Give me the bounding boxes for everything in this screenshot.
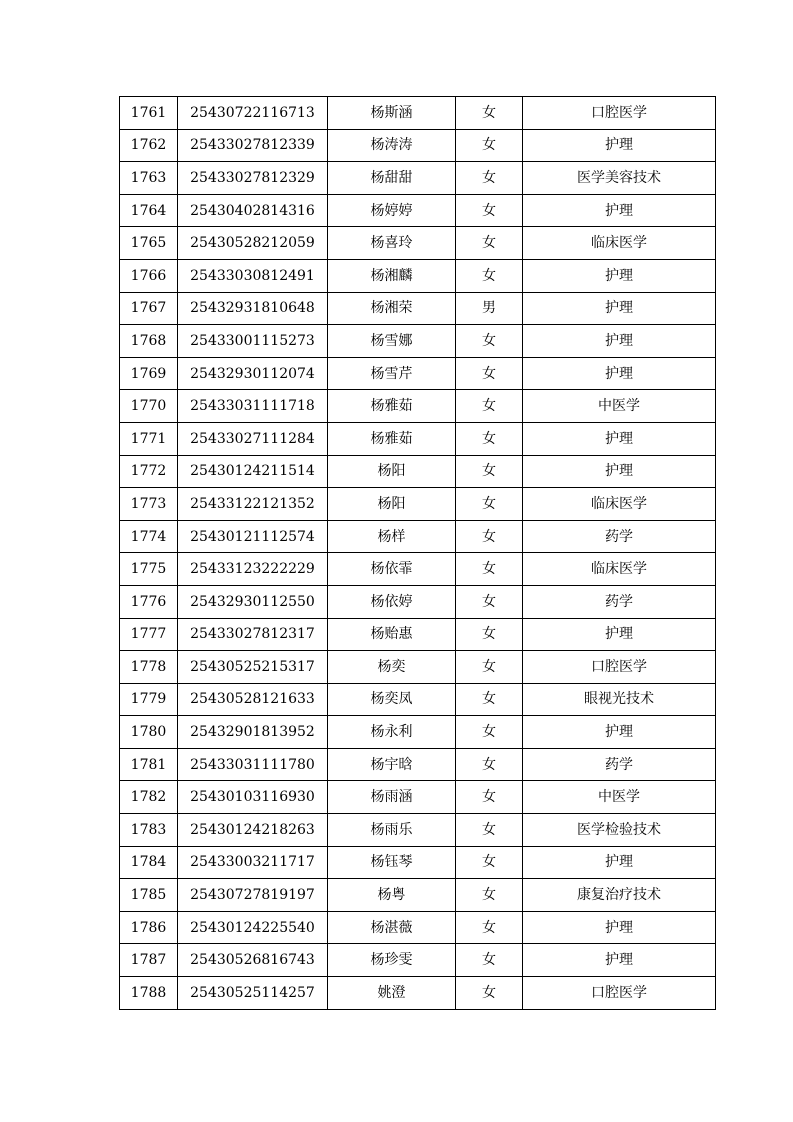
major-cell: 护理	[523, 618, 716, 651]
row-number-cell: 1782	[120, 781, 178, 814]
gender-cell: 女	[456, 846, 523, 879]
student-name-cell: 杨婷婷	[328, 194, 456, 227]
table-row	[120, 325, 716, 358]
major-cell: 临床医学	[523, 553, 716, 586]
table-row	[120, 390, 716, 423]
table-row	[120, 585, 716, 618]
table-row	[120, 357, 716, 390]
student-name-cell: 杨奕	[328, 651, 456, 684]
candidate-id-cell: 25430525215317	[178, 651, 328, 684]
student-name-cell: 杨雪娜	[328, 325, 456, 358]
row-number-cell: 1787	[120, 944, 178, 977]
major-cell: 口腔医学	[523, 97, 716, 130]
gender-cell: 女	[456, 194, 523, 227]
candidate-id-cell: 25432930112074	[178, 357, 328, 390]
row-number-cell: 1785	[120, 879, 178, 912]
table-row	[120, 97, 716, 130]
gender-cell: 女	[456, 977, 523, 1010]
student-name-cell: 杨湘麟	[328, 259, 456, 292]
student-name-cell: 姚澄	[328, 977, 456, 1010]
student-name-cell: 杨雨涵	[328, 781, 456, 814]
gender-cell: 女	[456, 455, 523, 488]
candidate-id-cell: 25430103116930	[178, 781, 328, 814]
gender-cell: 女	[456, 618, 523, 651]
row-number-cell: 1788	[120, 977, 178, 1010]
major-cell: 护理	[523, 292, 716, 325]
row-number-cell: 1762	[120, 129, 178, 162]
table-row	[120, 911, 716, 944]
major-cell: 药学	[523, 585, 716, 618]
student-name-cell: 杨斯涵	[328, 97, 456, 130]
candidate-id-cell: 25430722116713	[178, 97, 328, 130]
row-number-cell: 1773	[120, 488, 178, 521]
student-name-cell: 杨雨乐	[328, 814, 456, 847]
row-number-cell: 1770	[120, 390, 178, 423]
major-cell: 护理	[523, 455, 716, 488]
major-cell: 临床医学	[523, 488, 716, 521]
row-number-cell: 1784	[120, 846, 178, 879]
gender-cell: 女	[456, 748, 523, 781]
student-name-cell: 杨样	[328, 520, 456, 553]
gender-cell: 女	[456, 227, 523, 260]
row-number-cell: 1772	[120, 455, 178, 488]
candidate-id-cell: 25430727819197	[178, 879, 328, 912]
major-cell: 护理	[523, 422, 716, 455]
major-cell: 护理	[523, 325, 716, 358]
candidate-id-cell: 25433122121352	[178, 488, 328, 521]
gender-cell: 女	[456, 553, 523, 586]
row-number-cell: 1763	[120, 162, 178, 195]
gender-cell: 女	[456, 585, 523, 618]
student-name-cell: 杨涛涛	[328, 129, 456, 162]
table-row	[120, 553, 716, 586]
student-name-cell: 杨宇晗	[328, 748, 456, 781]
table-row	[120, 846, 716, 879]
row-number-cell: 1767	[120, 292, 178, 325]
student-name-cell: 杨珍雯	[328, 944, 456, 977]
student-name-cell: 杨湛薇	[328, 911, 456, 944]
row-number-cell: 1771	[120, 422, 178, 455]
candidate-id-cell: 25430525114257	[178, 977, 328, 1010]
table-row	[120, 748, 716, 781]
table-row	[120, 292, 716, 325]
row-number-cell: 1764	[120, 194, 178, 227]
major-cell: 中医学	[523, 390, 716, 423]
candidate-id-cell: 25433031111718	[178, 390, 328, 423]
gender-cell: 女	[456, 520, 523, 553]
gender-cell: 女	[456, 357, 523, 390]
table-row	[120, 227, 716, 260]
gender-cell: 女	[456, 162, 523, 195]
gender-cell: 女	[456, 390, 523, 423]
major-cell: 护理	[523, 911, 716, 944]
row-number-cell: 1761	[120, 97, 178, 130]
candidate-id-cell: 25432901813952	[178, 716, 328, 749]
candidate-id-cell: 25430124225540	[178, 911, 328, 944]
student-name-cell: 杨阳	[328, 455, 456, 488]
roster-table-body	[120, 97, 716, 1010]
candidate-id-cell: 25433031111780	[178, 748, 328, 781]
candidate-id-cell: 25432930112550	[178, 585, 328, 618]
candidate-id-cell: 25430121112574	[178, 520, 328, 553]
major-cell: 药学	[523, 748, 716, 781]
major-cell: 中医学	[523, 781, 716, 814]
major-cell: 口腔医学	[523, 977, 716, 1010]
student-name-cell: 杨雪芹	[328, 357, 456, 390]
table-row	[120, 618, 716, 651]
gender-cell: 女	[456, 911, 523, 944]
gender-cell: 女	[456, 814, 523, 847]
major-cell: 药学	[523, 520, 716, 553]
row-number-cell: 1775	[120, 553, 178, 586]
candidate-id-cell: 25430526816743	[178, 944, 328, 977]
row-number-cell: 1774	[120, 520, 178, 553]
table-row	[120, 977, 716, 1010]
major-cell: 临床医学	[523, 227, 716, 260]
gender-cell: 女	[456, 488, 523, 521]
student-name-cell: 杨喜玲	[328, 227, 456, 260]
table-row	[120, 488, 716, 521]
gender-cell: 女	[456, 716, 523, 749]
row-number-cell: 1780	[120, 716, 178, 749]
gender-cell: 女	[456, 129, 523, 162]
table-row	[120, 520, 716, 553]
gender-cell: 男	[456, 292, 523, 325]
row-number-cell: 1786	[120, 911, 178, 944]
table-row	[120, 781, 716, 814]
major-cell: 医学检验技术	[523, 814, 716, 847]
row-number-cell: 1768	[120, 325, 178, 358]
student-name-cell: 杨甜甜	[328, 162, 456, 195]
gender-cell: 女	[456, 422, 523, 455]
candidate-id-cell: 25433030812491	[178, 259, 328, 292]
row-number-cell: 1779	[120, 683, 178, 716]
table-row	[120, 194, 716, 227]
candidate-id-cell: 25433003211717	[178, 846, 328, 879]
table-row	[120, 259, 716, 292]
candidate-id-cell: 25433001115273	[178, 325, 328, 358]
table-row	[120, 162, 716, 195]
major-cell: 护理	[523, 716, 716, 749]
candidate-id-cell: 25433123222229	[178, 553, 328, 586]
major-cell: 护理	[523, 129, 716, 162]
major-cell: 护理	[523, 944, 716, 977]
major-cell: 护理	[523, 357, 716, 390]
row-number-cell: 1781	[120, 748, 178, 781]
table-row	[120, 455, 716, 488]
candidate-id-cell: 25430528212059	[178, 227, 328, 260]
candidate-id-cell: 25433027111284	[178, 422, 328, 455]
row-number-cell: 1766	[120, 259, 178, 292]
table-row	[120, 944, 716, 977]
major-cell: 医学美容技术	[523, 162, 716, 195]
student-name-cell: 杨奕凤	[328, 683, 456, 716]
gender-cell: 女	[456, 325, 523, 358]
major-cell: 护理	[523, 846, 716, 879]
student-roster-table	[119, 96, 716, 1010]
table-row	[120, 651, 716, 684]
row-number-cell: 1776	[120, 585, 178, 618]
major-cell: 护理	[523, 259, 716, 292]
student-name-cell: 杨雅茹	[328, 422, 456, 455]
candidate-id-cell: 25430528121633	[178, 683, 328, 716]
major-cell: 眼视光技术	[523, 683, 716, 716]
candidate-id-cell: 25430402814316	[178, 194, 328, 227]
table-row	[120, 683, 716, 716]
student-name-cell: 杨钰琴	[328, 846, 456, 879]
gender-cell: 女	[456, 651, 523, 684]
gender-cell: 女	[456, 879, 523, 912]
student-name-cell: 杨永利	[328, 716, 456, 749]
gender-cell: 女	[456, 781, 523, 814]
table-row	[120, 814, 716, 847]
major-cell: 康复治疗技术	[523, 879, 716, 912]
table-row	[120, 422, 716, 455]
student-name-cell: 杨依霏	[328, 553, 456, 586]
gender-cell: 女	[456, 97, 523, 130]
candidate-id-cell: 25432931810648	[178, 292, 328, 325]
row-number-cell: 1783	[120, 814, 178, 847]
table-row	[120, 716, 716, 749]
candidate-id-cell: 25430124211514	[178, 455, 328, 488]
major-cell: 口腔医学	[523, 651, 716, 684]
student-name-cell: 杨粤	[328, 879, 456, 912]
candidate-id-cell: 25433027812317	[178, 618, 328, 651]
student-name-cell: 杨雅茹	[328, 390, 456, 423]
row-number-cell: 1765	[120, 227, 178, 260]
candidate-id-cell: 25433027812329	[178, 162, 328, 195]
student-name-cell: 杨贻惠	[328, 618, 456, 651]
gender-cell: 女	[456, 259, 523, 292]
major-cell: 护理	[523, 194, 716, 227]
table-row	[120, 129, 716, 162]
row-number-cell: 1778	[120, 651, 178, 684]
row-number-cell: 1777	[120, 618, 178, 651]
row-number-cell: 1769	[120, 357, 178, 390]
candidate-id-cell: 25430124218263	[178, 814, 328, 847]
student-name-cell: 杨依婷	[328, 585, 456, 618]
candidate-id-cell: 25433027812339	[178, 129, 328, 162]
student-name-cell: 杨湘荣	[328, 292, 456, 325]
gender-cell: 女	[456, 683, 523, 716]
student-name-cell: 杨阳	[328, 488, 456, 521]
gender-cell: 女	[456, 944, 523, 977]
table-row	[120, 879, 716, 912]
